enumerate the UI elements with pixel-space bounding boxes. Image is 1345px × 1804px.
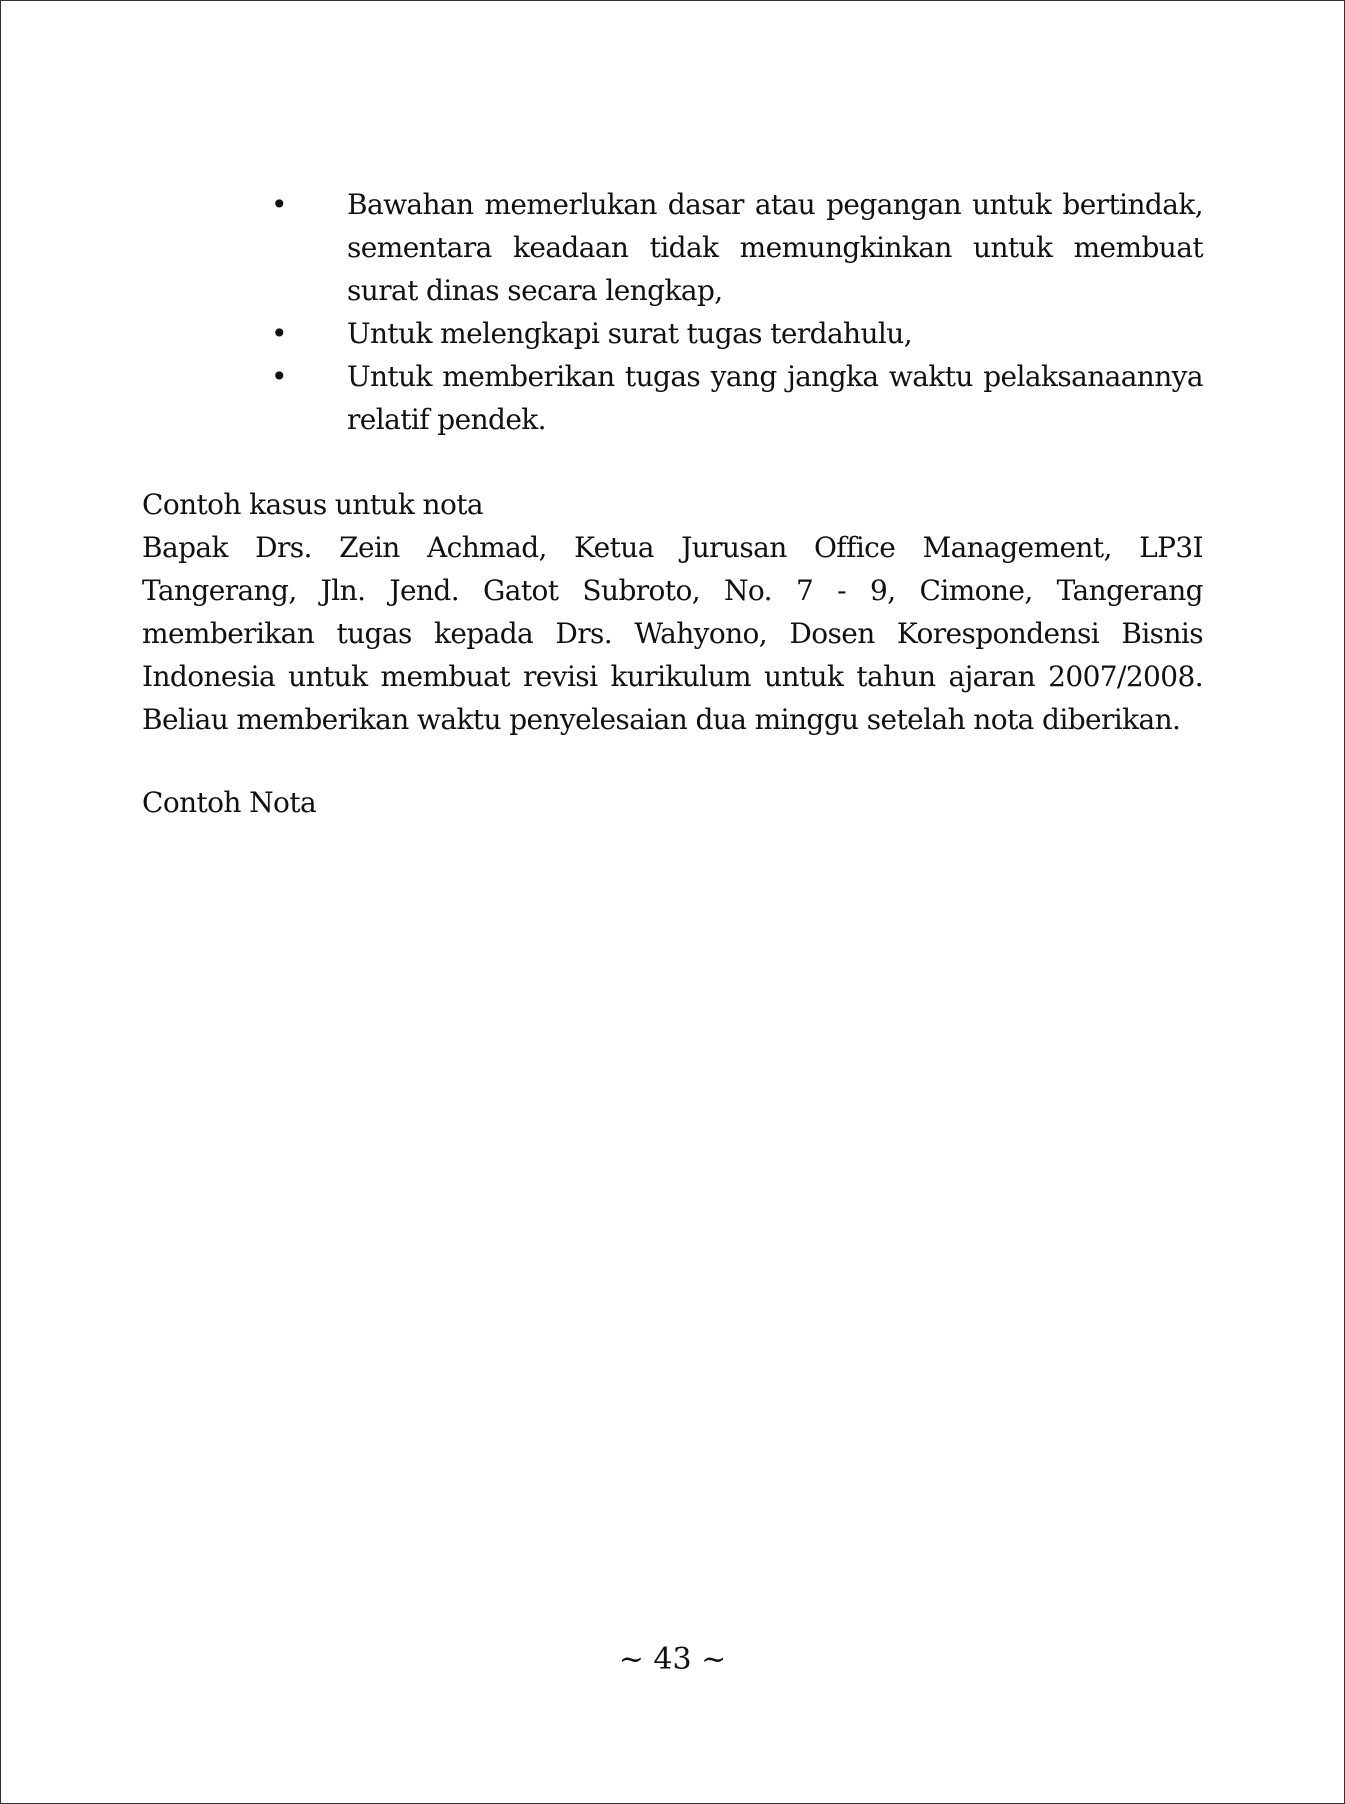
nota-heading: Contoh Nota [142,786,317,819]
bullet-list [271,183,1203,441]
bullet-text-2: Untuk melengkapi surat tugas terdahulu, [347,317,913,350]
bullet-item-1 [271,183,1203,312]
bullet-text-3: Untuk memberikan tugas yang jangka waktu pelaksanaannya relatif pendek. [347,360,1203,436]
bullet-item-2 [271,312,1203,355]
bullet-text-1: Bawahan memerlukan dasar atau pegangan untuk bertindak, sementara keadaan tidak memungkinkan untuk membuat surat dinas secara lengkap, [347,188,1203,307]
case-heading: Contoh kasus untuk nota [142,488,483,521]
bullet-marker-2: • [271,317,287,350]
bullet-item-3 [271,355,1203,441]
case-paragraph: Bapak Drs. Zein Achmad, Ketua Jurusan Office Management, LP3I Tangerang, Jln. Jend. Gatot Subroto, No. 7 - 9, Cimone, Tangerang memberikan tugas kepada Drs. Wahyono, Dosen Korespondensi Bisnis Indonesia untuk membuat revisi kurikulum untuk tahun ajaran 2007/2008. Beliau memberikan waktu penyelesaian dua minggu setelah nota diberikan. [142,531,1203,736]
bullet-marker-3: • [271,360,287,393]
bullet-marker-1: • [271,188,287,221]
page-number: ~ 43 ~ [618,1642,727,1677]
